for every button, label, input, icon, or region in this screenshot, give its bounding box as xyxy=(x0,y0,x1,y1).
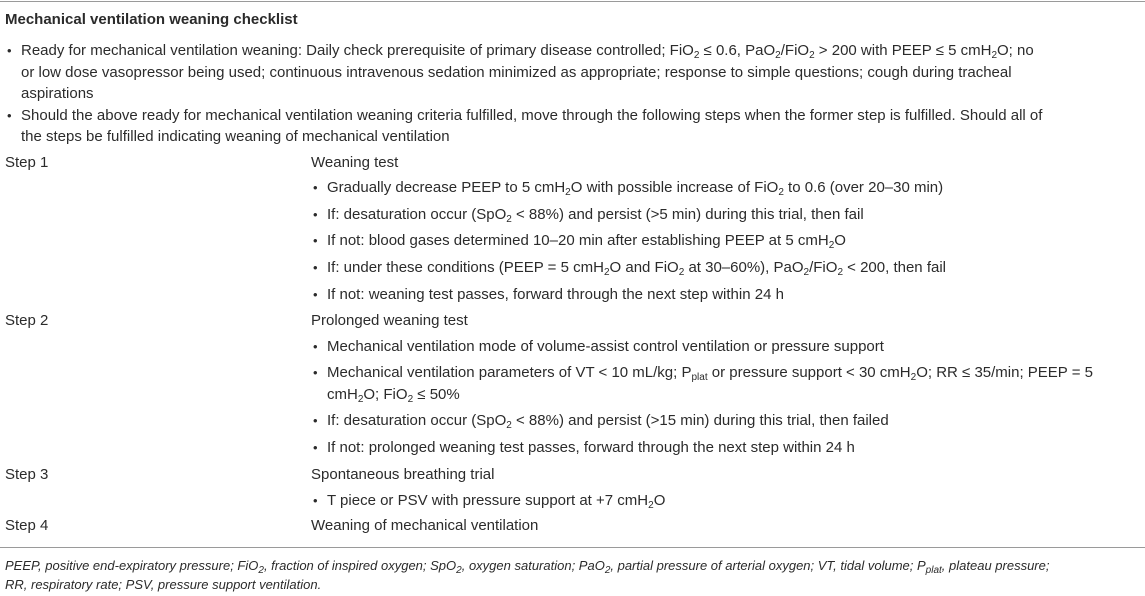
bullet-icon xyxy=(313,230,318,251)
step-bullet: T piece or PSV with pressure support at +7 cmH$_2$O xyxy=(327,492,666,511)
step-bullet-continued: cmH$_2$O; FiO$_2$ ≤ 50% xyxy=(327,386,460,405)
bullet-icon xyxy=(7,105,12,126)
step-bullet: If not: prolonged weaning test passes, forward through the next step within 24 h xyxy=(327,439,855,456)
step-bullet: If not: weaning test passes, forward through the next step within 24 h xyxy=(327,286,784,303)
bullet-icon xyxy=(7,40,12,61)
step-bullet: If: desaturation occur (SpO$_2$ < 88%) and persist (>15 min) during this trial, then failed xyxy=(327,412,889,431)
intro-item1-line3: aspirations xyxy=(21,85,94,102)
step-bullet: If not: blood gases determined 10–20 min after establishing PEEP at 5 cmH$_2$O xyxy=(327,232,846,251)
bullet-icon xyxy=(313,284,318,305)
bullet-icon xyxy=(313,410,318,431)
footnote-line2: RR, respiratory rate; PSV, pressure support ventilation. xyxy=(5,577,322,592)
step-bullet: Mechanical ventilation parameters of VT < 10 mL/kg; $P_{plat}$ or pressure support < 30 cmH$_2$O; RR ≤ 35/min; PEEP = 5 xyxy=(327,364,1093,383)
bullet-icon xyxy=(313,336,318,357)
bullet-icon xyxy=(313,490,318,511)
step-bullet: If: under these conditions (PEEP = 5 cmH$_2$O and FiO$_2$ at 30–60%), PaO$_2$/FiO$_2$ < 200, then fail xyxy=(327,259,946,278)
top-rule xyxy=(0,1,1145,2)
step-label: Step 1 xyxy=(5,154,49,171)
step-title: Prolonged weaning test xyxy=(311,312,468,329)
intro-item1-line2: or low dose vasopressor being used; continuous intravenous sedation minimized as appropriate; response to simple questions; cough during tracheal xyxy=(21,64,1012,81)
table-title: Mechanical ventilation weaning checklist xyxy=(5,11,298,28)
bullet-icon xyxy=(313,177,318,198)
step-label: Step 3 xyxy=(5,466,49,483)
step-bullet: If: desaturation occur (SpO$_2$ < 88%) and persist (>5 min) during this trial, then fail xyxy=(327,206,864,225)
intro-item1-line1: Ready for mechanical ventilation weaning: Daily check prerequisite of primary disease controlled; FiO$_2$ ≤ 0.6, PaO$_2$/FiO$_2$ > 200 with PEEP ≤ 5 cmH$_2$O; no xyxy=(21,42,1034,61)
intro-item2-line2: the steps be fulfilled indicating weaning of mechanical ventilation xyxy=(21,128,450,145)
bullet-icon xyxy=(313,362,318,383)
bottom-rule xyxy=(0,547,1145,548)
step-title: Weaning of mechanical ventilation xyxy=(311,517,539,534)
bullet-icon xyxy=(313,204,318,225)
step-bullet: Gradually decrease PEEP to 5 cmH$_2$O with possible increase of FiO$_2$ to 0.6 (over 20–30 min) xyxy=(327,179,944,198)
footnote-line1: PEEP, positive end-expiratory pressure; FiO$_2$, fraction of inspired oxygen; SpO$_2$, oxygen saturation; PaO$_2$, partial pressure of arterial oxygen; VT, tidal volume; $P_{plat}$, plateau pressure; xyxy=(5,558,1050,576)
step-bullet: Mechanical ventilation mode of volume-assist control ventilation or pressure support xyxy=(327,338,884,355)
intro-item2-line1: Should the above ready for mechanical ventilation weaning criteria fulfilled, move through the following steps when the former step is fulfilled. Should all of xyxy=(21,107,1043,124)
step-label: Step 4 xyxy=(5,517,49,534)
bullet-icon xyxy=(313,437,318,458)
bullet-icon xyxy=(313,257,318,278)
step-title: Spontaneous breathing trial xyxy=(311,466,495,483)
step-label: Step 2 xyxy=(5,312,49,329)
step-title: Weaning test xyxy=(311,154,399,171)
